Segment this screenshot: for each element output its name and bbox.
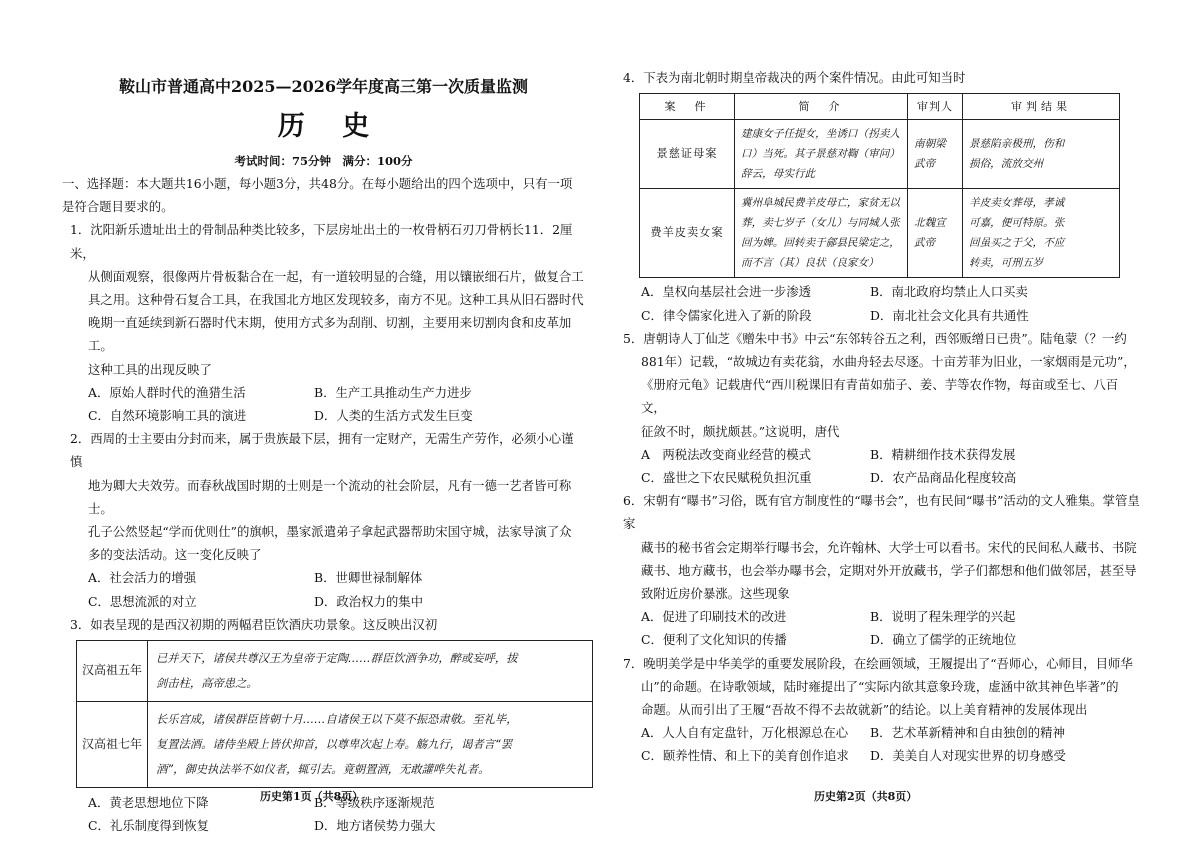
cell-line: 而不言（其）良状（良家女）	[741, 257, 879, 270]
question-7	[619, 652, 1140, 768]
option-d[interactable]: D．人类的生活方式发生巨变	[314, 408, 473, 424]
table-header-row	[640, 94, 1120, 120]
option-a[interactable]: A 两税法改变商业经营的模式	[641, 446, 812, 462]
col-header: 审判结果	[963, 94, 1120, 120]
option-d[interactable]: D．南北社会文化具有共通性	[870, 307, 1029, 323]
question-stem: 3．如表呈现的是西汉初期的两幅君臣饮酒庆功景象。这反映出汉初	[70, 616, 438, 632]
page-footer-1: 历史第1页（共8页）	[260, 790, 364, 803]
cell-line: 景慈陷亲极刑，伤和	[969, 138, 1065, 151]
question-line: 多的变法活动。这一变化反映了	[88, 547, 262, 563]
option-a[interactable]: A．促进了印刷技术的改进	[641, 609, 787, 625]
cell-line: 辞云，母实行此	[741, 168, 816, 181]
question-2	[62, 427, 585, 613]
question-line: 5．唐朝诗人丁仙芝《赠朱中书》中云“东邻转谷五之利，西邻贩缯日已贵”。陆龟蒙（？一约	[623, 330, 1127, 346]
option-a[interactable]: A．社会活力的增强	[88, 570, 197, 586]
case-result	[963, 120, 1120, 189]
col-header: 简 介	[735, 94, 908, 120]
option-d[interactable]: D．政治权力的集中	[314, 593, 424, 609]
page-footer-2: 历史第2页（共8页）	[814, 790, 918, 803]
cell-line: 可嘉，便可特原。张	[969, 217, 1065, 230]
option-c[interactable]: C．礼乐制度得到恢复	[88, 818, 209, 834]
row-text	[148, 641, 593, 702]
option-b[interactable]: B．南北政府均禁止人口买卖	[870, 284, 1028, 300]
option-a[interactable]: A．皇权向基层社会进一步渗透	[641, 284, 812, 300]
question-line: 6．宋朝有“曝书”习俗，既有官方制度性的“曝书会”，也有民间“曝书”活动的文人雅集。掌管皇家	[623, 493, 1140, 532]
row-text-line: 复置法酒。诸侍坐殿上皆伏抑首，以尊卑次起上寿。觞九行，谒者言“罢	[156, 738, 513, 752]
row-text-line: 已并天下，诸侯共尊汉王为皇帝于定陶……群臣饮酒争功，醉或妄呼，拔	[156, 652, 518, 666]
question-line: 从侧面观察，很像两片骨板黏合在一起，有一道较明显的合缝，用以镶嵌细石片，做复合工	[88, 268, 584, 284]
cell-line: 口）当死。其子景慈对鞫（审问）	[741, 148, 900, 161]
page-1	[62, 0, 585, 837]
exam-info: 考试时间：75分钟 满分：100分	[234, 154, 413, 168]
case-intro	[735, 189, 908, 278]
case-name: 景慈证母案	[640, 120, 735, 189]
options	[62, 381, 585, 427]
option-b[interactable]: B．说明了程朱理学的兴起	[870, 609, 1016, 625]
cell-line: 羊皮卖女葬母，孝诚	[969, 197, 1065, 210]
option-d[interactable]: D．美美自人对现实世界的切身感受	[870, 748, 1066, 764]
option-a[interactable]: A．原始人群时代的渔猎生活	[88, 384, 246, 400]
question-6	[619, 489, 1140, 651]
cell-line: 损俗，流放交州	[969, 158, 1044, 171]
option-d[interactable]: D．地方诸侯势力强大	[314, 818, 436, 834]
question-4	[619, 66, 1140, 327]
option-c[interactable]: C．便利了文化知识的传播	[641, 632, 787, 648]
options	[619, 443, 1140, 489]
option-a[interactable]: A．人人自有定盘针，万化根源总在心	[641, 725, 849, 741]
option-b[interactable]: B．艺术革新精神和自由独创的精神	[870, 725, 1065, 741]
col-header: 案 件	[640, 94, 735, 120]
question-line: 具之用。这种骨石复合工具，在我国北方地区发现较多，南方不见。这种工具从旧石器时代	[88, 292, 584, 308]
question-line: 孔子公然竖起“学而优则仕”的旗帜，墨家派遣弟子拿起武器帮助宋国守城，法家导演了众	[88, 524, 572, 540]
case-result	[963, 189, 1120, 278]
section-line: 是符合题目要求的。	[62, 199, 174, 215]
question-line: 晚期一直延续到新石器时代末期，使用方式多为刮削、切割，主要用来切割肉食和皮革加工。	[88, 315, 572, 354]
question-line: 藏书、地方藏书，也会举办曝书会，定期对外开放藏书，学子们都想和他们做邻居，甚至导	[641, 562, 1137, 578]
option-d[interactable]: D．农产品商品化程度较高	[870, 470, 1017, 486]
question-line: 致附近房价暴涨。这些现象	[641, 586, 790, 602]
col-header: 审判人	[908, 94, 963, 120]
feast-table	[76, 640, 593, 788]
section-line: 一、选择题：本大题共16小题，每小题3分，共48分。在每小题给出的四个选项中，只有一项	[62, 176, 573, 191]
option-c[interactable]: C．颐养性情、和上下的美育创作追求	[641, 748, 849, 764]
option-b[interactable]: B．精耕细作技术获得发展	[870, 446, 1016, 462]
option-b[interactable]: B．等级秩序逐渐规范	[314, 795, 435, 811]
question-line: 881年）记载，“故城边有卖花翁，水曲舟轻去尽逐。十亩芳菲为旧业，一家烟雨是元功”，	[641, 354, 1136, 370]
question-line: 征敛不时，颇扰颇甚。”这说明，唐代	[641, 423, 840, 439]
cell-line: 回为婢。回转卖于鄃县民梁定之，	[741, 237, 900, 250]
cell-line: 转卖，可刑五岁	[969, 257, 1044, 270]
question-stem: 4．下表为南北朝时期皇帝裁决的两个案件情况。由此可知当时	[623, 70, 966, 85]
cell-line: 建康女子任提女，坐诱口（拐卖人	[741, 128, 900, 141]
option-b[interactable]: B．世卿世禄制解体	[314, 570, 423, 586]
question-line: 山”的命题。在诗歌领域，陆时雍提出了“实际内欲其意象玲珑，虚涵中欲其神色毕著”的	[641, 678, 1119, 694]
cell-line: 南朝梁	[914, 138, 946, 151]
case-judge	[908, 189, 963, 278]
options	[619, 721, 1140, 767]
cell-line: 葬，卖七岁子（女儿）与同城人张	[741, 217, 900, 230]
table-row	[640, 189, 1120, 278]
question-line: 7．晚明美学是中华美学的重要发展阶段，在绘画领域，王履提出了“吾师心，心师目，目师华	[623, 655, 1133, 671]
question-line: 《册府元龟》记载唐代“西川税课旧有青苗如茄子、姜、芋等农作物，每亩或至七、八百文，	[641, 377, 1119, 416]
option-c[interactable]: C．律令儒家化进入了新的阶段	[641, 307, 812, 323]
question-1	[62, 218, 585, 427]
options	[619, 280, 1140, 326]
options	[619, 605, 1140, 651]
row-text	[148, 702, 593, 788]
row-label: 汉高祖五年	[77, 641, 148, 702]
case-judge	[908, 120, 963, 189]
table-row	[77, 641, 593, 702]
row-text-line: 剑击柱，高帝患之。	[156, 677, 258, 691]
cell-line: 冀州阜城民费羊皮母亡，家贫无以	[741, 197, 900, 210]
cell-line: 北魏宣	[914, 217, 946, 230]
case-table	[639, 93, 1120, 278]
page-2	[619, 0, 1140, 768]
question-line: 这种工具的出现反映了	[88, 361, 212, 377]
options	[62, 566, 585, 612]
cell-line: 武帝	[914, 158, 936, 171]
option-c[interactable]: C．思想流派的对立	[88, 593, 197, 609]
question-line: 命题。从而引出了王履“吾故不得不去故就新”的结论。以上美育精神的发展体现出	[641, 702, 1088, 718]
option-d[interactable]: D．确立了儒学的正统地位	[870, 632, 1017, 648]
option-a[interactable]: A．黄老思想地位下降	[88, 795, 209, 811]
question-line: 1．沈阳新乐遗址出土的骨制品种类比较多，下层房址出土的一枚骨柄石刃刀骨柄长11．2厘米，	[70, 222, 573, 261]
question-line: 藏书的秘书省会定期举行曝书会，允许翰林、大学士可以看书。宋代的民间私人藏书、书院	[641, 539, 1137, 555]
exam-title: 鞍山市普通高中2025—2026学年度高三第一次质量监测	[118, 77, 529, 96]
case-intro	[735, 120, 908, 189]
section-instructions	[62, 172, 585, 218]
option-b[interactable]: B．生产工具推动生产力进步	[314, 384, 472, 400]
cell-line: 回虽买之于父，不应	[969, 237, 1065, 250]
subject-heading: 历 史	[277, 111, 384, 142]
case-name: 费羊皮卖女案	[640, 189, 735, 278]
table-row	[640, 120, 1120, 189]
cell-line: 武帝	[914, 237, 936, 250]
option-c[interactable]: C．盛世之下农民赋税负担沉重	[641, 470, 812, 486]
row-text-line: 长乐宫成，诸侯群臣皆朝十月……自诸侯王以下莫不振恐肃敬。至礼毕，	[156, 713, 518, 727]
option-c[interactable]: C．自然环境影响工具的演进	[88, 408, 247, 424]
table-row	[77, 702, 593, 788]
row-label: 汉高祖七年	[77, 702, 148, 788]
question-line: 地为卿大夫效劳。而春秋战国时期的士则是一个流动的社会阶层，凡有一德一艺者皆可称士。	[88, 477, 572, 516]
question-5	[619, 327, 1140, 489]
question-line: 2．西周的士主要由分封而来，属于贵族最下层，拥有一定财产，无需生产劳作，必须小心谨慎	[70, 431, 574, 470]
row-text-line: 酒”，御史执法举不如仪者，辄引去。竟朝置酒，无敢讙哗失礼者。	[156, 763, 490, 777]
